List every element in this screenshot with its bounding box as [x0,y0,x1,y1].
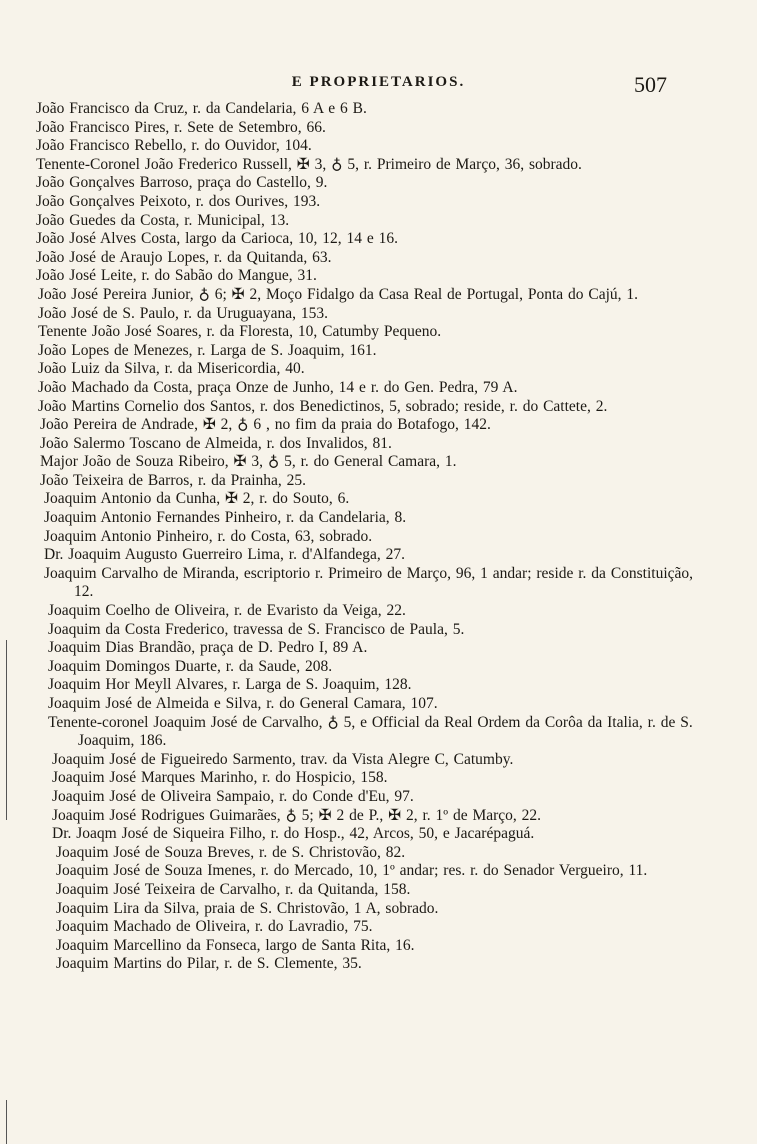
directory-entry: Joaquim Lira da Silva, praia de S. Christovão, 1 A, sobrado. [56,899,439,917]
directory-entries [36,100,716,974]
directory-entry: Dr. Joaqm José de Siqueira Filho, r. do Hosp., 42, Arcos, 50, e Jacarépaguá. [52,825,535,843]
directory-entry: Tenente-coronel Joaquim José de Carvalho, ♁ 5, e Official da Real Ordem da Corôa da Italia, r. de S. Joaquim, 186. [48,713,693,750]
directory-entry: João Francisco Rebello, r. do Ouvidor, 104. [36,137,312,155]
directory-entry: João Martins Cornelio dos Santos, r. dos Benedictinos, 5, sobrado; reside, r. do Cattete, 2. [38,397,608,415]
directory-entry: Tenente-Coronel João Frederico Russell, ✠ 3, ♁ 5, r. Primeiro de Março, 36, sobrado. [36,155,582,173]
directory-entry: João Teixeira de Barros, r. da Prainha, 25. [40,471,307,489]
directory-entry: João Gonçalves Barroso, praça do Castello, 9. [36,174,328,192]
directory-entry: João José de S. Paulo, r. da Uruguayana, 153. [38,304,328,322]
directory-entry: Major João de Souza Ribeiro, ✠ 3, ♁ 5, r. do General Camara, 1. [40,453,457,471]
directory-entry: Joaquim José de Souza Breves, r. de S. Christovão, 82. [56,843,406,861]
directory-entry: Joaquim Hor Meyll Alvares, r. Larga de S. Joaquim, 128. [48,676,412,694]
directory-entry: Joaquim Domingos Duarte, r. da Saude, 208. [48,657,333,675]
directory-entry: Joaquim Machado de Oliveira, r. do Lavradio, 75. [56,918,373,936]
directory-entry: João José Alves Costa, largo da Carioca, 10, 12, 14 e 16. [36,230,398,248]
directory-entry: João José Leite, r. do Sabão do Mangue, 31. [36,267,317,285]
directory-entry: Joaquim José de Figueiredo Sarmento, trav. da Vista Alegre C, Catumby. [52,750,514,768]
directory-entry: Joaquim Carvalho de Miranda, escriptorio r. Primeiro de Março, 96, 1 andar; reside r. da Constituição, 12. [44,564,694,601]
directory-entry: João Francisco da Cruz, r. da Candelaria, 6 A e 6 B. [36,100,367,117]
directory-entry: João Gonçalves Peixoto, r. dos Ourives, 193. [36,192,321,210]
directory-entry: João Luiz da Silva, r. da Misericordia, 40. [38,360,305,378]
directory-entry: Dr. Joaquim Augusto Guerreiro Lima, r. d'Alfandega, 27. [44,546,406,564]
directory-entry: João Salermo Toscano de Almeida, r. dos Invalidos, 81. [40,434,392,452]
directory-entry: Joaquim Antonio da Cunha, ✠ 2, r. do Souto, 6. [44,490,350,508]
directory-entry: Joaquim Martins do Pilar, r. de S. Clemente, 35. [56,955,362,973]
directory-entry: João Pereira de Andrade, ✠ 2, ♁ 6 , no fim da praia do Botafogo, 142. [40,416,491,434]
directory-entry: Joaquim Coelho de Oliveira, r. de Evaristo da Veiga, 22. [48,602,406,620]
directory-entry: Joaquim José Teixeira de Carvalho, r. da Quitanda, 158. [56,880,411,898]
directory-entry: João José de Araujo Lopes, r. da Quitanda, 63. [36,248,332,266]
directory-entry: Joaquim Marcellino da Fonseca, largo de Santa Rita, 16. [56,936,415,954]
page-header [0,72,757,102]
directory-entry: Joaquim Antonio Fernandes Pinheiro, r. da Candelaria, 8. [44,509,407,527]
directory-entry: João Machado da Costa, praça Onze de Junho, 14 e r. do Gen. Pedra, 79 A. [38,378,518,396]
directory-entry: Joaquim José Marques Marinho, r. do Hospicio, 158. [52,769,388,787]
directory-entry: Joaquim José de Oliveira Sampaio, r. do Conde d'Eu, 97. [52,787,414,805]
directory-entry: Joaquim da Costa Frederico, travessa de S. Francisco de Paula, 5. [48,620,465,638]
directory-entry: João Lopes de Menezes, r. Larga de S. Joaquim, 161. [38,341,377,359]
running-head: E PROPRIETARIOS. [291,74,466,90]
page-number: 507 [634,72,667,97]
directory-entry: João Guedes da Costa, r. Municipal, 13. [36,211,290,229]
directory-entry: Joaquim Dias Brandão, praça de D. Pedro I, 89 A. [48,639,368,657]
directory-entry: Joaquim José Rodrigues Guimarães, ♁ 5; ✠ 2 de P., ✠ 2, r. 1º de Março, 22. [52,806,542,824]
left-margin-rule [6,640,7,820]
directory-entry: João Francisco Pires, r. Sete de Setembro, 66. [36,118,326,136]
directory-entry: Joaquim Antonio Pinheiro, r. do Costa, 63, sobrado. [44,527,373,545]
directory-entry: Joaquim José de Almeida e Silva, r. do General Camara, 107. [48,695,438,712]
directory-entry: Joaquim José de Souza Imenes, r. do Mercado, 10, 1º andar; res. r. do Senador Vergueiro, 11. [56,862,648,880]
left-margin-rule-bottom [6,1100,7,1144]
directory-entry: João José Pereira Junior, ♁ 6; ✠ 2, Moço Fidalgo da Casa Real de Portugal, Ponta do Cajú, 1. [38,285,639,303]
directory-entry: Tenente João José Soares, r. da Floresta, 10, Catumby Pequeno. [38,323,442,341]
